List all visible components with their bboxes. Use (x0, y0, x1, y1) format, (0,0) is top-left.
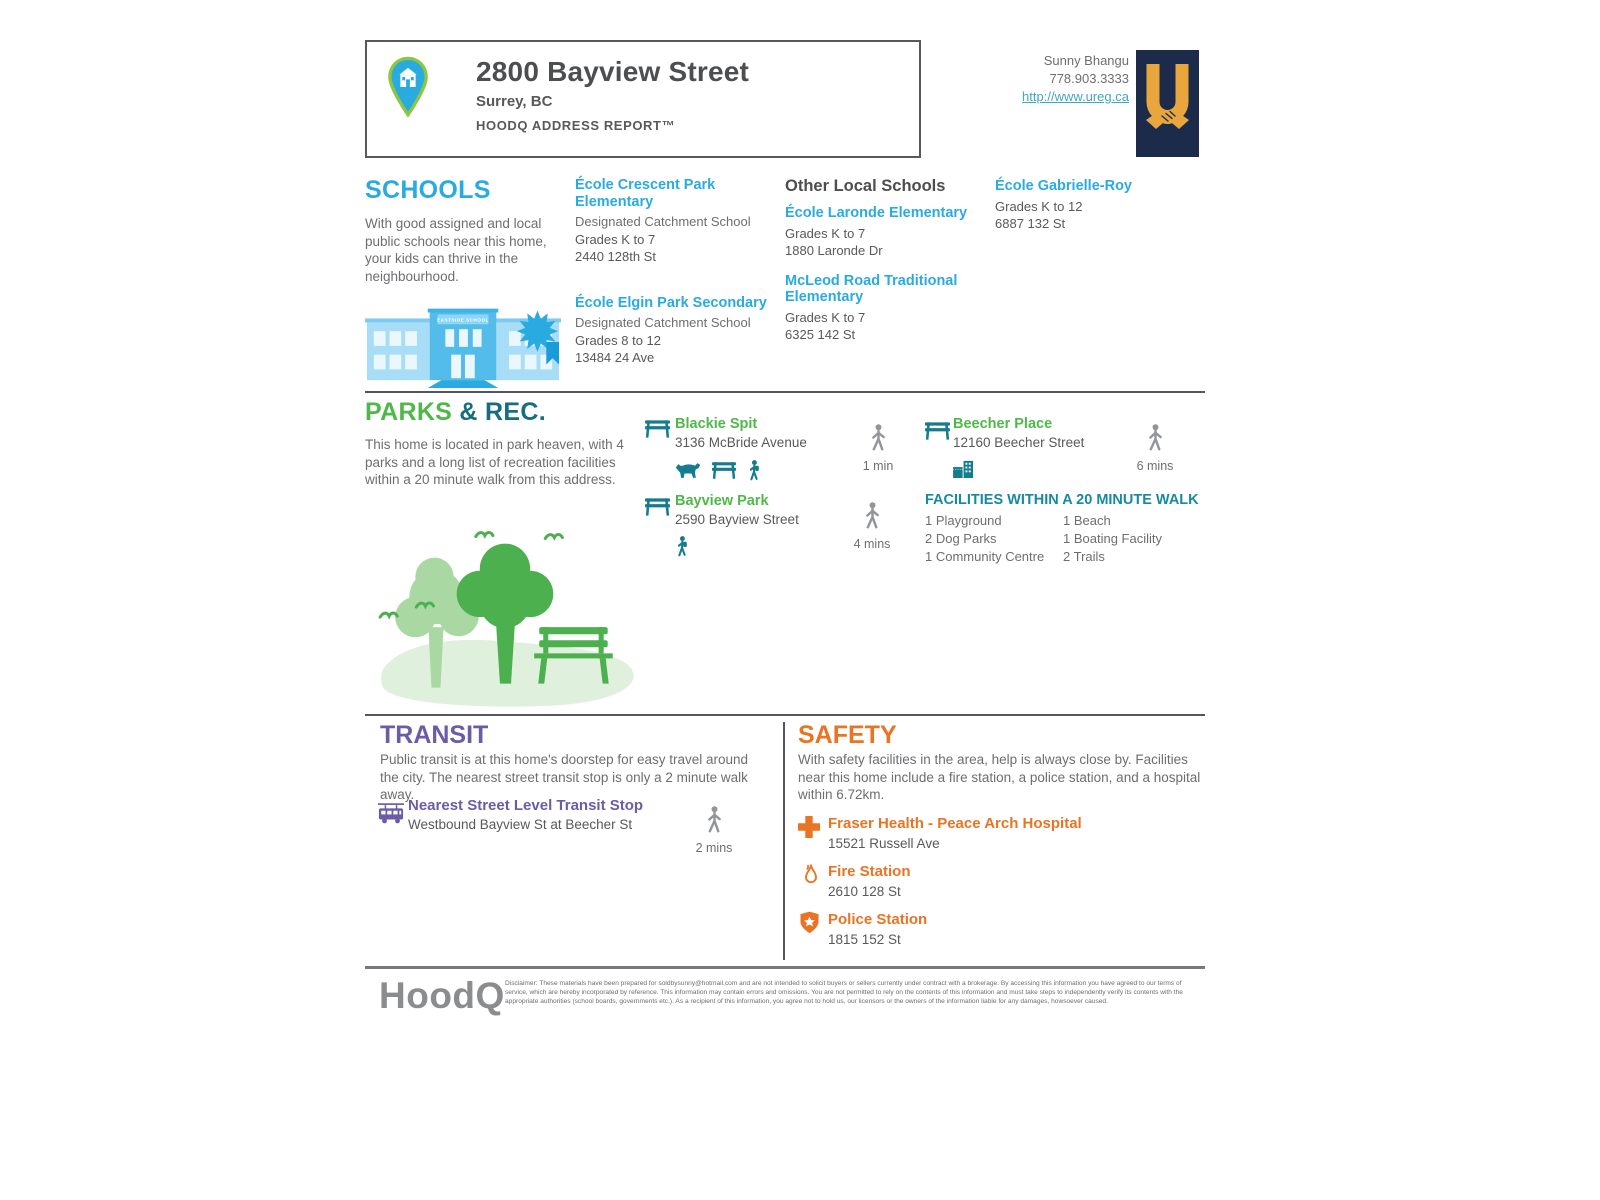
other-schools-title: Other Local Schools (785, 177, 946, 195)
agent-phone: 778.903.3333 (1049, 71, 1129, 86)
park-name: Beecher Place (953, 416, 1053, 432)
school-name: École Crescent Park Elementary (575, 177, 716, 210)
bird-icon (380, 613, 397, 617)
park-address: 2590 Bayview Street (675, 512, 799, 527)
bus-icon (378, 803, 404, 829)
school-name: École Elgin Park Secondary (575, 294, 767, 311)
walk-time (1131, 424, 1179, 473)
designated-schools-column (575, 177, 771, 367)
hospital-cross-icon (798, 816, 820, 843)
school-grades: Grades K to 7 (575, 231, 656, 247)
school-name: École Gabrielle-Roy (995, 178, 1132, 194)
facility-item: 1 Beach (1063, 513, 1111, 528)
agent-website-link[interactable]: http://www.ureg.ca (1022, 89, 1129, 104)
park-address: 3136 McBride Avenue (675, 435, 807, 450)
facilities-list-column-1 (925, 512, 1044, 566)
parks-title-secondary: & REC. (452, 398, 546, 426)
school-name: École Laronde Elementary (785, 205, 968, 221)
map-pin-home-icon (387, 56, 429, 123)
agent-contact-block (935, 52, 1129, 106)
safety-item (828, 863, 911, 899)
community-centre-icon (953, 465, 976, 482)
safety-facility-name: Fraser Health - Peace Arch Hospital (828, 815, 1082, 832)
parks-section-title (365, 398, 546, 427)
other-schools-column (785, 177, 981, 344)
bench-icon (712, 462, 736, 484)
safety-section-title: SAFETY (798, 721, 897, 749)
school-building-illustration (365, 290, 561, 393)
walk-time-label: 2 mins (695, 841, 733, 855)
walk-time (854, 424, 902, 473)
safety-intro-text: With safety facilities in the area, help is always close by. Facilities near this home include a fire station, a police station, and a hospital within 6.72km. (798, 752, 1201, 802)
bird-icon (545, 535, 562, 539)
park-item (953, 416, 1084, 483)
trail-hiker-icon (675, 544, 689, 561)
safety-facility-address: 2610 128 St (828, 884, 901, 899)
safety-facility-name: Police Station (828, 911, 928, 928)
agent-name: Sunny Bhangu (1043, 53, 1129, 68)
dog-park-icon (675, 462, 701, 484)
trail-hiker-icon (747, 460, 761, 486)
walking-person-icon (868, 424, 889, 452)
other-schools-column-2 (995, 178, 1191, 233)
school-type: Designated Catchment School (575, 214, 751, 229)
parks-intro-text: This home is located in park heaven, with 4 parks and a long list of recreation facilities within a 20 minute walk from this address. (365, 437, 624, 487)
safety-facility-address: 1815 152 St (828, 932, 901, 947)
vertical-divider (783, 722, 785, 960)
park-illustration (368, 498, 650, 715)
transit-section-title: TRANSIT (380, 721, 489, 749)
walking-person-icon (704, 806, 725, 834)
walk-time-label: 6 mins (1136, 459, 1174, 473)
facility-item: 1 Playground (925, 513, 1002, 528)
safety-facility-name: Fire Station (828, 863, 911, 880)
bench-icon (925, 422, 950, 445)
schools-section-title: SCHOOLS (365, 176, 491, 204)
park-name: Blackie Spit (675, 416, 758, 432)
footer-divider (365, 966, 1205, 969)
park-item (675, 416, 807, 486)
walk-time (848, 502, 896, 551)
walk-time (690, 806, 738, 855)
bench-icon (645, 498, 670, 521)
school-grades: Grades K to 12 (995, 198, 1083, 214)
report-type-label: HOODQ ADDRESS REPORT™ (476, 118, 676, 133)
park-item (675, 493, 799, 562)
park-name: Bayview Park (675, 493, 769, 509)
walking-person-icon (1145, 424, 1166, 452)
property-city: Surrey, BC (476, 93, 553, 110)
parks-title-primary: PARKS (365, 398, 453, 426)
facility-item: 1 Boating Facility (1063, 531, 1162, 546)
safety-facility-address: 15521 Russell Ave (828, 836, 940, 851)
school-grades: Grades 8 to 12 (575, 332, 661, 348)
bird-icon (476, 532, 493, 536)
school-grades: Grades K to 7 (785, 309, 866, 325)
facility-item: 1 Community Centre (925, 549, 1045, 564)
school-address: 1880 Laronde Dr (785, 243, 883, 258)
property-address: 2800 Bayview Street (476, 56, 750, 87)
facility-item: 2 Dog Parks (925, 531, 997, 546)
transit-stop-name: Nearest Street Level Transit Stop (408, 797, 644, 814)
school-grades: Grades K to 7 (785, 225, 866, 241)
park-address: 12160 Beecher Street (953, 435, 1085, 450)
safety-item (828, 911, 927, 947)
disclaimer-text: Disclaimer: These materials have been prepared for soldbysunny@hotmail.com and are not intended to solicit buyers or sellers currently under contract with a brokerage. By accessing this information you have agreed to our terms of service, which are hereby incorporated by reference. This information may contain errors and omissions. You are not permitted to rely on the contents of this information and must take steps to independently verify its contents with the appropriate authorities (school boards, governments etc.). As a recipient of this information, you agree not to hold us, our licensors or the owners of the information liable for any damages, howsoever caused. (505, 980, 1183, 1005)
schools-intro-text: With good assigned and local public schools near this home, your kids can thrive in the neighbourhood. (365, 216, 547, 284)
school-address: 2440 128th St (575, 249, 656, 264)
transit-intro-text: Public transit is at this home's doorstep for easy travel around the city. The nearest street transit stop is only a 2 minute walk away. (380, 752, 749, 802)
facilities-list-column-2 (1063, 512, 1162, 566)
walk-time-label: 1 min (862, 459, 894, 473)
transit-stop-description: Westbound Bayview St at Beecher St (408, 817, 633, 832)
school-sign-text: EASTSIDE SCHOOL (437, 317, 489, 323)
hoodq-logo: HoodQ (379, 975, 505, 1016)
school-address: 6887 132 St (995, 216, 1066, 231)
bench-icon (645, 420, 670, 443)
facility-item: 2 Trails (1063, 549, 1105, 564)
walking-person-icon (862, 502, 883, 530)
facilities-title: FACILITIES WITHIN A 20 MINUTE WALK (925, 492, 1199, 508)
section-divider (365, 391, 1205, 393)
school-address: 13484 24 Ave (575, 350, 655, 365)
school-address: 6325 142 St (785, 327, 856, 342)
section-divider (365, 714, 1205, 716)
school-name: McLeod Road Traditional Elementary (785, 272, 958, 305)
brokerage-logo (1136, 50, 1199, 157)
address-header-box (365, 40, 921, 158)
safety-item (828, 815, 1082, 851)
flame-icon (803, 863, 819, 891)
walk-time-label: 4 mins (853, 537, 891, 551)
school-type: Designated Catchment School (575, 315, 751, 330)
police-shield-icon (800, 911, 819, 939)
